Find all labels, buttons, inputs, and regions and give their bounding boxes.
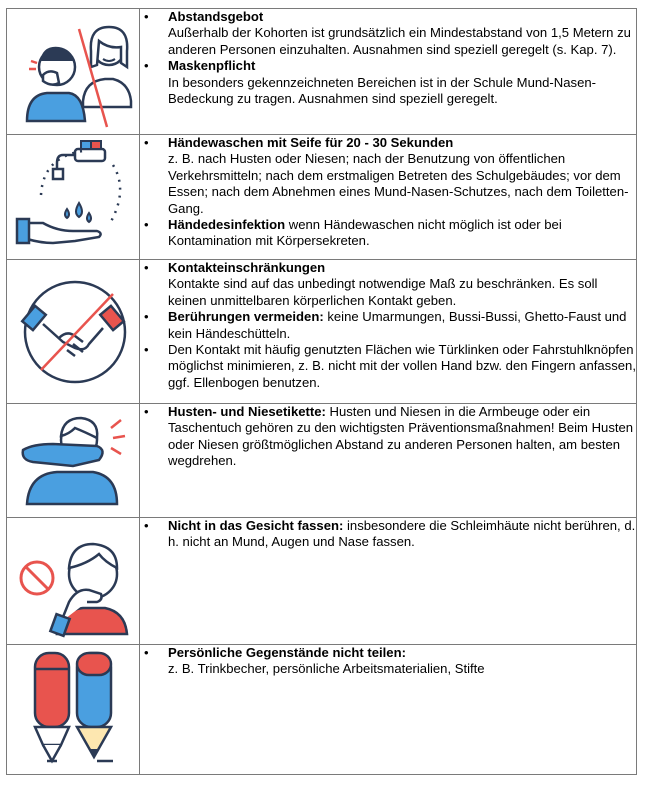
table-row: [7, 135, 637, 260]
rule-item: [140, 309, 636, 342]
rule-heading: Händedesinfektion: [168, 217, 286, 233]
rule-text: wenn Händewaschen nicht möglich ist oder bei Kontamination mit Körpersekreten.: [168, 217, 562, 249]
rule-text: Husten und Niesen in die Armbeuge oder ein Taschentuch gehören zu den wichtigsten Präventionsmaßnahmen! Beim Husten oder Niesen größtmöglichen Abstand zu anderen Personen halten, am besten wegdrehen.: [168, 404, 634, 469]
text-cell: [140, 518, 637, 645]
text-cell: [140, 404, 637, 518]
rule-text: In besonders gekennzeichneten Bereichen ist in der Schule Mund-Nasen-Bedeckung zu tragen. Ausnahmen sind speziell geregelt.: [168, 74, 596, 107]
rule-heading: Berührungen vermeiden:: [168, 309, 324, 325]
rule-item: [140, 645, 636, 678]
rule-heading: Nicht in das Gesicht fassen:: [168, 518, 344, 533]
rule-text: z. B. nach Husten oder Niesen; nach der Benutzung von öffentlichen Verkehrsmitteln; nach dem erstmaligen Betreten des Schulgebäudes; vor dem Essen; nach dem Abnehmen eines Mund-Nasen-Schutzes, nach dem Toiletten-Gang.: [168, 151, 629, 216]
no-handshake-icon: [13, 260, 133, 400]
rule-text: z. B. Trinkbecher, persönliche Arbeitsmaterialien, Stifte: [168, 661, 485, 677]
rule-heading: • Händewaschen mit Seife für 20 - 30 Sekunden: [168, 135, 454, 150]
table-row: [7, 260, 637, 404]
text-cell: [140, 9, 637, 135]
icon-cell: [7, 518, 140, 645]
rule-item: [140, 342, 636, 391]
rule-text: keine Umarmungen, Bussi-Bussi, Ghetto-Faust und kein Händeschütteln.: [168, 309, 627, 341]
rule-item: [140, 58, 636, 107]
rule-heading: Husten- und Niesetikette:: [168, 404, 326, 419]
rule-item: [140, 404, 636, 470]
rule-text: Kontakte sind auf das unbedingt notwendige Maß zu beschränken. Es soll keinen unmittelbaren körperlichen Kontakt geben.: [168, 276, 598, 308]
icon-cell: [7, 9, 140, 135]
table-row: [7, 9, 637, 135]
rule-text: Außerhalb der Kohorten ist grundsätzlich ein Mindestabstand von 1,5 Metern zu anderen Personen einzuhalten. Ausnahmen sind speziell geregelt (s. Kap. 7).: [168, 25, 631, 57]
rule-item: [140, 217, 636, 250]
rule-item: [140, 135, 636, 217]
icon-cell: [7, 404, 140, 518]
icon-cell: [7, 135, 140, 260]
text-cell: [140, 135, 637, 260]
table-row: [7, 404, 637, 518]
distance-icon: [13, 9, 133, 131]
no-sharing-pens-icon: [13, 645, 133, 771]
hand-washing-icon: [13, 135, 133, 257]
cough-etiquette-icon: [13, 404, 133, 514]
hygiene-rules-table: [6, 8, 637, 775]
icon-cell: [7, 260, 140, 404]
rule-heading: • Abstandsgebot: [168, 9, 264, 24]
rule-heading: • Kontakteinschränkungen: [168, 260, 326, 275]
rule-item: [140, 9, 636, 58]
no-face-touching-icon: [13, 518, 133, 642]
rule-item: [140, 260, 636, 309]
rule-text: Den Kontakt mit häufig genutzten Flächen wie Türklinken oder Fahrstuhlknöpfen möglichst minimieren, z. B. nicht mit der vollen Hand bzw. den Fingern anfassen, ggf. Ellenbogen benutzen.: [168, 342, 636, 390]
table-row: [7, 518, 637, 645]
rule-heading: • Persönliche Gegenstände nicht teilen:: [168, 645, 406, 660]
rule-text: insbesondere die Schleimhäute nicht berühren, d. h. nicht an Mund, Augen und Nase fassen.: [168, 518, 636, 550]
text-cell: [140, 260, 637, 404]
rule-item: [140, 518, 636, 551]
rule-heading: • Maskenpflicht: [168, 58, 256, 74]
table-row: [7, 645, 637, 775]
icon-cell: [7, 645, 140, 775]
text-cell: [140, 645, 637, 775]
